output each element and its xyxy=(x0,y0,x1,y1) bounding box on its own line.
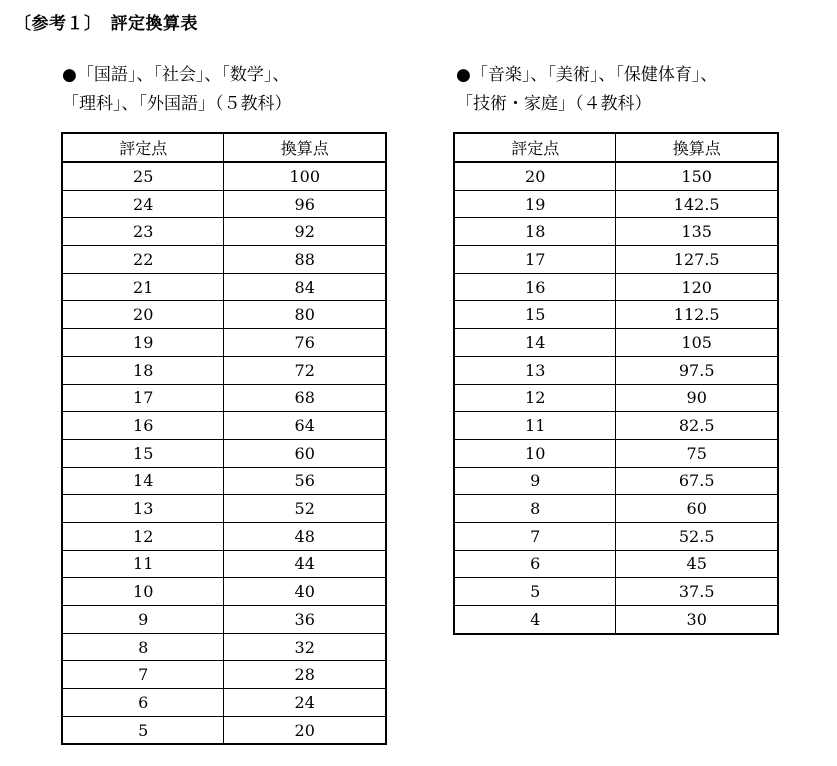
converted-score-cell: 67.5 xyxy=(616,467,778,495)
table-row xyxy=(62,329,386,357)
converted-score-cell: 80 xyxy=(224,301,386,329)
table-row xyxy=(454,273,778,301)
rating-cell: 12 xyxy=(62,522,224,550)
table-row xyxy=(454,246,778,274)
rating-cell: 22 xyxy=(62,246,224,274)
converted-score-cell: 135 xyxy=(616,218,778,246)
rating-cell: 11 xyxy=(62,550,224,578)
converted-score-cell: 88 xyxy=(224,246,386,274)
rating-cell: 8 xyxy=(62,633,224,661)
converted-score-cell: 120 xyxy=(616,273,778,301)
rating-cell: 20 xyxy=(454,162,616,190)
table-row xyxy=(62,384,386,412)
rating-cell: 16 xyxy=(62,412,224,440)
rating-cell: 24 xyxy=(62,190,224,218)
table-row xyxy=(62,439,386,467)
rating-cell: 7 xyxy=(62,661,224,689)
rating-cell: 23 xyxy=(62,218,224,246)
table-row xyxy=(454,550,778,578)
table-row xyxy=(62,495,386,523)
table-row xyxy=(454,522,778,550)
column-header-converted: 換算点 xyxy=(616,133,778,162)
rating-cell: 17 xyxy=(454,246,616,274)
four-subjects-heading xyxy=(456,61,717,119)
table-row xyxy=(62,578,386,606)
rating-cell: 14 xyxy=(62,467,224,495)
rating-cell: 10 xyxy=(62,578,224,606)
table-row xyxy=(62,356,386,384)
converted-score-cell: 30 xyxy=(616,606,778,634)
converted-score-cell: 82.5 xyxy=(616,412,778,440)
converted-score-cell: 142.5 xyxy=(616,190,778,218)
rating-cell: 14 xyxy=(454,329,616,357)
converted-score-cell: 52 xyxy=(224,495,386,523)
rating-cell: 19 xyxy=(62,329,224,357)
rating-cell: 6 xyxy=(62,689,224,717)
table-row xyxy=(454,301,778,329)
converted-score-cell: 90 xyxy=(616,384,778,412)
table-header-row xyxy=(454,133,778,162)
column-header-rating: 評定点 xyxy=(62,133,224,162)
converted-score-cell: 40 xyxy=(224,578,386,606)
converted-score-cell: 75 xyxy=(616,439,778,467)
converted-score-cell: 127.5 xyxy=(616,246,778,274)
table-row xyxy=(454,467,778,495)
rating-cell: 7 xyxy=(454,522,616,550)
converted-score-cell: 105 xyxy=(616,329,778,357)
four-subjects-heading-line2: 「技術・家庭」（４教科） xyxy=(456,94,652,114)
five-subjects-heading-line1: ●「国語」、「社会」、「数学」、 xyxy=(62,65,290,85)
table-row xyxy=(62,412,386,440)
rating-cell: 12 xyxy=(454,384,616,412)
rating-cell: 18 xyxy=(454,218,616,246)
table-row xyxy=(454,606,778,634)
converted-score-cell: 92 xyxy=(224,218,386,246)
rating-cell: 20 xyxy=(62,301,224,329)
converted-score-cell: 56 xyxy=(224,467,386,495)
converted-score-cell: 60 xyxy=(224,439,386,467)
converted-score-cell: 150 xyxy=(616,162,778,190)
converted-score-cell: 76 xyxy=(224,329,386,357)
four-subjects-heading-line1: ●「音楽」、「美術」、「保健体育」、 xyxy=(456,65,718,85)
rating-cell: 6 xyxy=(454,550,616,578)
table-row xyxy=(62,716,386,744)
rating-cell: 5 xyxy=(62,716,224,744)
converted-score-cell: 28 xyxy=(224,661,386,689)
rating-cell: 19 xyxy=(454,190,616,218)
converted-score-cell: 32 xyxy=(224,633,386,661)
table-row xyxy=(62,246,386,274)
converted-score-cell: 112.5 xyxy=(616,301,778,329)
table-row xyxy=(454,356,778,384)
rating-cell: 18 xyxy=(62,356,224,384)
column-header-converted: 換算点 xyxy=(224,133,386,162)
rating-cell: 15 xyxy=(454,301,616,329)
rating-cell: 5 xyxy=(454,578,616,606)
converted-score-cell: 97.5 xyxy=(616,356,778,384)
four-subjects-table xyxy=(453,132,779,635)
converted-score-cell: 96 xyxy=(224,190,386,218)
table-header-row xyxy=(62,133,386,162)
table-row xyxy=(62,522,386,550)
rating-cell: 8 xyxy=(454,495,616,523)
table-row xyxy=(62,273,386,301)
rating-cell: 10 xyxy=(454,439,616,467)
table-row xyxy=(454,190,778,218)
table-row xyxy=(62,301,386,329)
table-row xyxy=(454,578,778,606)
table-row xyxy=(454,439,778,467)
converted-score-cell: 64 xyxy=(224,412,386,440)
converted-score-cell: 48 xyxy=(224,522,386,550)
table-row xyxy=(62,550,386,578)
five-subjects-table xyxy=(61,132,387,745)
five-subjects-heading-line2: 「理科」、「外国語」（５教科） xyxy=(62,94,292,114)
table-row xyxy=(62,633,386,661)
rating-cell: 25 xyxy=(62,162,224,190)
table-row xyxy=(454,218,778,246)
converted-score-cell: 84 xyxy=(224,273,386,301)
rating-cell: 13 xyxy=(62,495,224,523)
table-row xyxy=(454,329,778,357)
converted-score-cell: 68 xyxy=(224,384,386,412)
converted-score-cell: 60 xyxy=(616,495,778,523)
converted-score-cell: 52.5 xyxy=(616,522,778,550)
rating-cell: 16 xyxy=(454,273,616,301)
table-row xyxy=(62,606,386,634)
table-row xyxy=(454,162,778,190)
rating-cell: 11 xyxy=(454,412,616,440)
rating-cell: 17 xyxy=(62,384,224,412)
rating-cell: 9 xyxy=(62,606,224,634)
converted-score-cell: 45 xyxy=(616,550,778,578)
converted-score-cell: 20 xyxy=(224,716,386,744)
table-row xyxy=(62,218,386,246)
rating-cell: 21 xyxy=(62,273,224,301)
table-row xyxy=(62,162,386,190)
converted-score-cell: 24 xyxy=(224,689,386,717)
converted-score-cell: 100 xyxy=(224,162,386,190)
column-header-rating: 評定点 xyxy=(454,133,616,162)
rating-cell: 15 xyxy=(62,439,224,467)
table-row xyxy=(62,661,386,689)
converted-score-cell: 44 xyxy=(224,550,386,578)
converted-score-cell: 37.5 xyxy=(616,578,778,606)
rating-cell: 9 xyxy=(454,467,616,495)
page-title: 〔参考１〕 評定換算表 xyxy=(14,14,198,34)
converted-score-cell: 72 xyxy=(224,356,386,384)
table-row xyxy=(62,689,386,717)
table-row xyxy=(62,190,386,218)
rating-cell: 13 xyxy=(454,356,616,384)
five-subjects-heading xyxy=(62,61,292,119)
table-row xyxy=(454,384,778,412)
table-row xyxy=(454,412,778,440)
table-row xyxy=(454,495,778,523)
table-row xyxy=(62,467,386,495)
converted-score-cell: 36 xyxy=(224,606,386,634)
rating-cell: 4 xyxy=(454,606,616,634)
